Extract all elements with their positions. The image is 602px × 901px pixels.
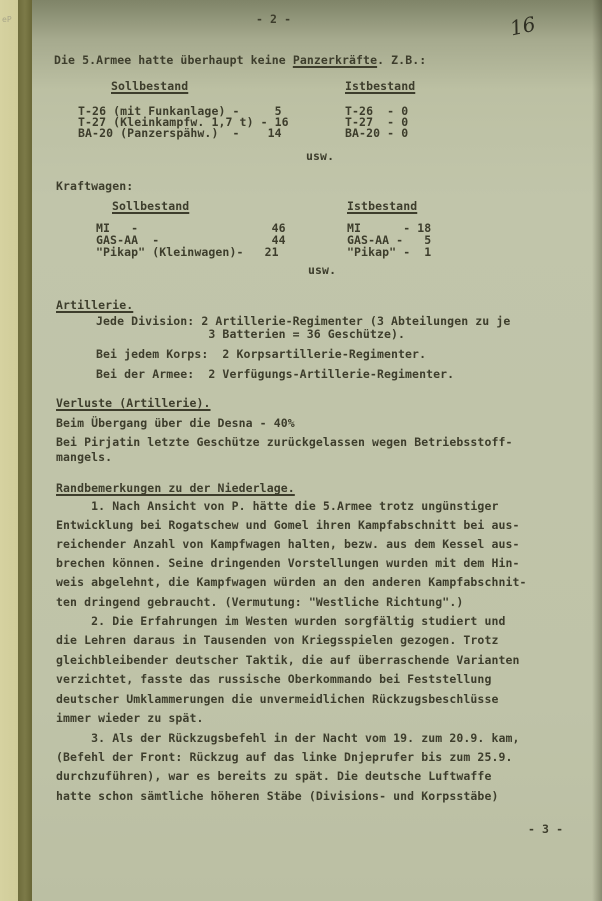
intro-suffix: . Z.B.: xyxy=(377,53,427,67)
vehicles-ist-row: MI - 18 xyxy=(347,221,432,235)
remarks-line: immer wieder zu spät. xyxy=(56,711,204,725)
handwritten-folio-number: 16 xyxy=(507,11,538,41)
losses-line: Beim Übergang über die Desna - 40% xyxy=(56,416,295,430)
tanks-soll-row: T-26 (mit Funkanlage) - 5 xyxy=(78,104,282,118)
page-number-bottom: - 3 - xyxy=(528,822,564,836)
tanks-etc: usw. xyxy=(306,149,335,163)
page-number-top: - 2 - xyxy=(256,12,292,26)
artillery-heading: Artillerie. xyxy=(56,298,134,312)
intro-underlined: Panzerkräfte xyxy=(292,53,378,67)
remarks-line: ten dringend gebraucht. (Vermutung: "Westliche Richtung".) xyxy=(56,595,464,609)
remarks-line: Entwicklung bei Rogatschew und Gomel ihren Kampfabschnitt bei aus- xyxy=(56,518,520,532)
remarks-line: 2. Die Erfahrungen im Westen wurden sorgfältig studiert und xyxy=(56,614,506,628)
vehicles-soll-header: Sollbestand xyxy=(112,199,190,213)
vehicles-ist-row: "Pikap" - 1 xyxy=(347,245,432,259)
tanks-ist-row: T-27 - 0 xyxy=(345,115,409,129)
vehicles-soll-row: MI - 46 xyxy=(96,221,286,235)
vehicles-soll-row: "Pikap" (Kleinwagen)- 21 xyxy=(96,245,279,259)
intro-line xyxy=(54,53,426,67)
vehicles-label: Kraftwagen: xyxy=(56,179,134,193)
remarks-line: 1. Nach Ansicht von P. hätte die 5.Armee trotz ungünstiger xyxy=(56,499,499,513)
remarks-line: die Lehren daraus in Tausenden von Kriegsspielen gezogen. Trotz xyxy=(56,633,499,647)
vehicles-soll-row: GAS-AA - 44 xyxy=(96,233,286,247)
losses-line: mangels. xyxy=(56,450,113,464)
vehicles-ist-row: GAS-AA - 5 xyxy=(347,233,432,247)
binding-strip xyxy=(18,0,32,901)
remarks-heading: Randbemerkungen zu der Niederlage. xyxy=(56,481,295,495)
tanks-ist-header: Istbestand xyxy=(345,79,416,93)
remarks-line: gleichbleibender deutscher Taktik, die auf überraschende Varianten xyxy=(56,653,520,667)
vehicles-etc: usw. xyxy=(308,263,337,277)
artillery-line: 3 Batterien = 36 Geschütze). xyxy=(96,327,406,341)
remarks-line: weis abgelehnt, die Kampfwagen würden an den anderen Kampfabschnit- xyxy=(56,575,527,589)
vehicles-ist-header: Istbestand xyxy=(347,199,418,213)
remarks-line: (Befehl der Front: Rückzug auf das linke Dnjeprufer bis zum 25.9. xyxy=(56,750,513,764)
artillery-line: Jede Division: 2 Artillerie-Regimenter (3 Abteilungen zu je xyxy=(96,314,511,328)
tanks-ist-row: T-26 - 0 xyxy=(345,104,409,118)
tanks-soll-row: BA-20 (Panzerspähw.) - 14 xyxy=(78,126,282,140)
remarks-line: brechen können. Seine dringenden Vorstellungen wurden mit dem Hin- xyxy=(56,556,520,570)
losses-heading: Verluste (Artillerie). xyxy=(56,396,211,410)
losses-line: Bei Pirjatin letzte Geschütze zurückgelassen wegen Betriebsstoff- xyxy=(56,435,513,449)
remarks-line: reichender Anzahl von Kampfwagen halten, bezw. aus dem Kessel aus- xyxy=(56,537,520,551)
tanks-soll-row: T-27 (Kleinkampfw. 1,7 t) - 16 xyxy=(78,115,289,129)
artillery-line: Bei der Armee: 2 Verfügungs-Artillerie-Regimenter. xyxy=(96,367,455,381)
remarks-line: hatte schon sämtliche höheren Stäbe (Divisions- und Korpsstäbe) xyxy=(56,789,499,803)
tanks-ist-row: BA-20 - 0 xyxy=(345,126,409,140)
intro-text: Die 5.Armee hatte überhaupt keine xyxy=(54,53,293,67)
artillery-line: Bei jedem Korps: 2 Korpsartillerie-Regimenter. xyxy=(96,347,427,361)
tanks-soll-header: Sollbestand xyxy=(111,79,189,93)
facing-page-mark: eP xyxy=(2,15,12,24)
remarks-line: durchzuführen), war es bereits zu spät. Die deutsche Luftwaffe xyxy=(56,769,492,783)
remarks-line: 3. Als der Rückzugsbefehl in der Nacht vom 19. zum 20.9. kam, xyxy=(56,731,520,745)
remarks-line: deutscher Umklammerungen die unvermeidlichen Rückzugsbeschlüsse xyxy=(56,692,499,706)
document-page xyxy=(32,0,602,901)
remarks-line: verzichtet, fasste das russische Oberkommando bei Feststellung xyxy=(56,672,492,686)
